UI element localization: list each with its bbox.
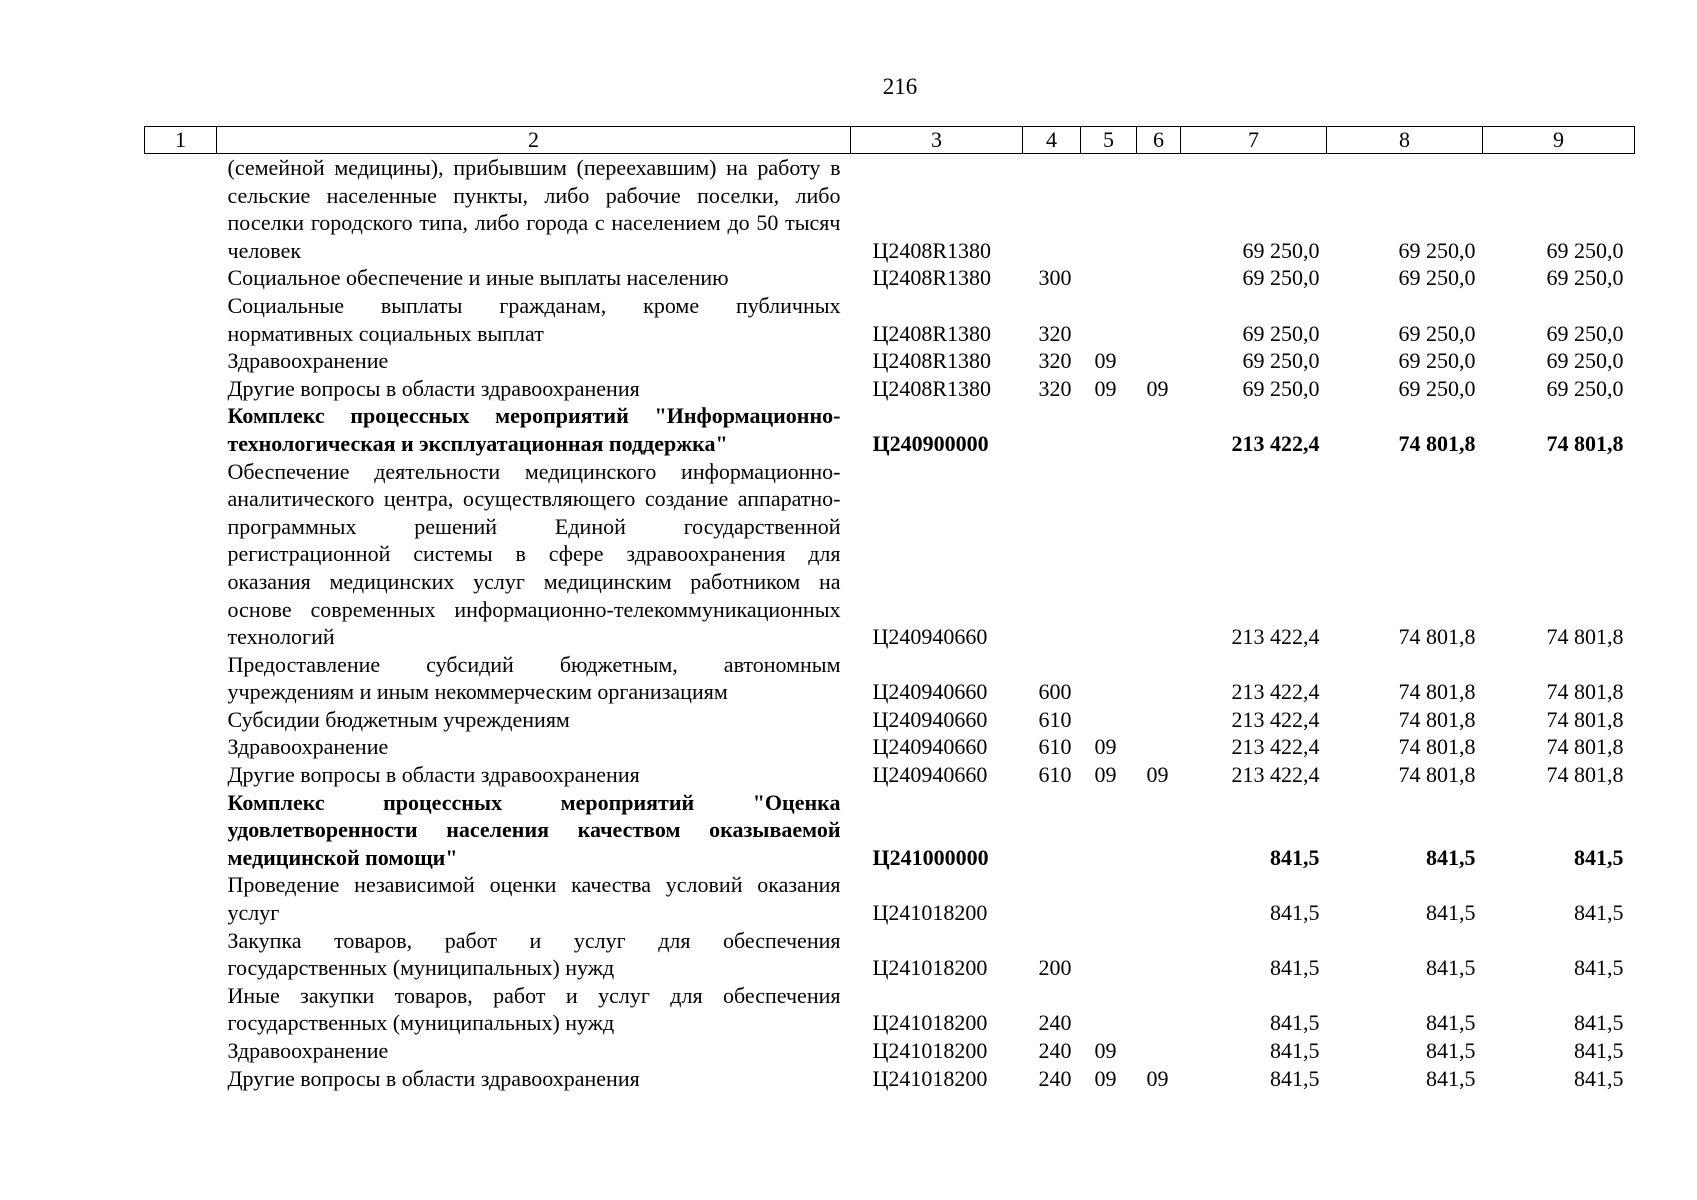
header-col-4: 4 — [1023, 127, 1081, 154]
row-amount-col8: 841,5 — [1426, 1010, 1476, 1036]
row-amount-col9: 841,5 — [1574, 1038, 1624, 1063]
header-col-9: 9 — [1483, 127, 1635, 154]
row-name: Проведение независимой оценки качества условий оказания услуг — [227, 872, 841, 926]
row-amount-col8: 69 250,0 — [1398, 237, 1476, 263]
row-name: Иные закупки товаров, работ и услуг для обеспечения государственных (муниципальных) нужд — [227, 982, 841, 1036]
row-amount-col9: 69 250,0 — [1546, 375, 1624, 401]
row-amount-col9: 841,5 — [1574, 844, 1624, 870]
row-amount-col7: 841,5 — [1270, 844, 1320, 870]
row-section — [1081, 458, 1137, 651]
row-subsection: 09 — [1146, 375, 1169, 401]
row-name: Субсидии бюджетным учреждениям — [227, 706, 570, 732]
row-subsection — [1137, 871, 1181, 926]
row-section — [1081, 789, 1137, 872]
row-section — [1081, 402, 1137, 457]
row-amount-col8: 69 250,0 — [1398, 265, 1476, 291]
table-row — [145, 292, 1635, 347]
row-section: 09 — [1094, 348, 1117, 374]
table-row — [145, 347, 1635, 375]
row-subsection: 09 — [1146, 1065, 1169, 1091]
row-expense-type — [1023, 458, 1081, 651]
page-number: 216 — [882, 74, 918, 99]
row-subsection — [1137, 1037, 1181, 1065]
row-name: Здравоохранение — [227, 348, 389, 374]
header-col-5: 5 — [1081, 127, 1137, 154]
row-subsection — [1137, 402, 1181, 457]
row-amount-col9: 74 801,8 — [1546, 624, 1624, 650]
row-section: 09 — [1094, 1065, 1117, 1091]
row-amount-col9: 74 801,8 — [1546, 734, 1624, 760]
table-body — [145, 154, 1635, 1093]
row-name: Здравоохранение — [227, 1038, 389, 1063]
row-name: Здравоохранение — [227, 734, 389, 760]
header-col-1: 1 — [145, 127, 217, 154]
row-number-cell — [145, 154, 217, 265]
row-name: Обеспечение деятельности медицинского информационно-аналитического центра, осуществляющего создание аппаратно-программных решений Единой государственной регистрационной системы в сфере здравоохранения для оказания медицинских услуг медицинским работником на основе современных информационно-телекоммуникационных технологий — [227, 458, 841, 650]
row-amount-col8: 841,5 — [1426, 900, 1476, 926]
row-amount-col7: 213 422,4 — [1231, 762, 1320, 788]
table-row — [145, 154, 1635, 265]
row-expense-type: 240 — [1038, 1010, 1072, 1036]
row-number-cell — [145, 458, 217, 651]
row-number-cell — [145, 1037, 217, 1065]
row-number-cell — [145, 651, 217, 706]
table-header — [145, 127, 1635, 154]
row-amount-col7: 69 250,0 — [1242, 265, 1320, 291]
header-col-2: 2 — [217, 127, 851, 154]
row-amount-col9: 74 801,8 — [1546, 679, 1624, 705]
row-code: Ц240940660 — [872, 706, 988, 732]
row-code: Ц2408R1380 — [872, 320, 992, 346]
row-expense-type: 300 — [1038, 265, 1072, 291]
row-name: Социальные выплаты гражданам, кроме публичных нормативных социальных выплат — [227, 292, 841, 346]
row-name: (семейной медицины), прибывшим (переехавшим) на работу в сельские населенные пункты, либо рабочие поселки, либо поселки городского типа, либо города с населением до 50 тысяч человек — [227, 155, 841, 263]
row-number-cell — [145, 402, 217, 457]
row-amount-col7: 841,5 — [1270, 955, 1320, 981]
row-subsection — [1137, 789, 1181, 872]
row-code: Ц240940660 — [872, 734, 988, 760]
row-amount-col9: 74 801,8 — [1546, 762, 1624, 788]
row-expense-type: 320 — [1038, 375, 1072, 401]
row-number-cell — [145, 982, 217, 1037]
row-section — [1081, 706, 1137, 734]
table-row — [145, 733, 1635, 761]
table-row — [145, 1065, 1635, 1093]
row-amount-col7: 841,5 — [1270, 1038, 1320, 1063]
row-amount-col7: 213 422,4 — [1231, 430, 1320, 456]
row-name: Другие вопросы в области здравоохранения — [227, 375, 640, 401]
table-row — [145, 706, 1635, 734]
row-amount-col9: 69 250,0 — [1546, 265, 1624, 291]
row-subsection — [1137, 458, 1181, 651]
row-name: Закупка товаров, работ и услуг для обеспечения государственных (муниципальных) нужд — [227, 927, 841, 981]
row-amount-col8: 74 801,8 — [1398, 624, 1476, 650]
table-row — [145, 789, 1635, 872]
row-amount-col8: 69 250,0 — [1398, 320, 1476, 346]
row-section: 09 — [1094, 762, 1117, 788]
row-subsection — [1137, 292, 1181, 347]
row-code: Ц2408R1380 — [872, 265, 992, 291]
row-expense-type: 610 — [1038, 762, 1072, 788]
table-row — [145, 651, 1635, 706]
row-amount-col8: 74 801,8 — [1398, 762, 1476, 788]
row-section — [1081, 871, 1137, 926]
row-expense-type — [1023, 154, 1081, 265]
header-col-8: 8 — [1327, 127, 1483, 154]
row-code: Ц240900000 — [872, 430, 989, 456]
row-amount-col8: 74 801,8 — [1398, 679, 1476, 705]
row-amount-col9: 69 250,0 — [1546, 237, 1624, 263]
row-amount-col7: 213 422,4 — [1231, 624, 1320, 650]
row-section — [1081, 927, 1137, 982]
row-number-cell — [145, 789, 217, 872]
row-subsection — [1137, 651, 1181, 706]
row-name: Другие вопросы в области здравоохранения — [227, 1065, 640, 1091]
row-code: Ц241018200 — [872, 1010, 988, 1036]
row-number-cell — [145, 871, 217, 926]
row-amount-col8: 74 801,8 — [1398, 706, 1476, 732]
row-subsection — [1137, 264, 1181, 292]
row-expense-type: 320 — [1038, 320, 1072, 346]
row-amount-col9: 69 250,0 — [1546, 348, 1624, 374]
row-number-cell — [145, 375, 217, 403]
table-row — [145, 402, 1635, 457]
header-col-6: 6 — [1137, 127, 1181, 154]
row-name: Социальное обеспечение и иные выплаты населению — [227, 265, 729, 291]
row-subsection — [1137, 982, 1181, 1037]
row-name: Комплекс процессных мероприятий "Информационно-технологическая и эксплуатационная поддержка" — [227, 403, 841, 456]
row-section — [1081, 292, 1137, 347]
row-name: Другие вопросы в области здравоохранения — [227, 762, 640, 788]
row-amount-col7: 841,5 — [1270, 900, 1320, 926]
row-amount-col9: 841,5 — [1574, 955, 1624, 981]
row-amount-col7: 69 250,0 — [1242, 348, 1320, 374]
row-amount-col8: 841,5 — [1426, 955, 1476, 981]
row-amount-col9: 69 250,0 — [1546, 320, 1624, 346]
row-section — [1081, 982, 1137, 1037]
row-section: 09 — [1094, 734, 1117, 760]
row-amount-col9: 841,5 — [1574, 1065, 1624, 1091]
row-expense-type — [1023, 789, 1081, 872]
row-expense-type: 610 — [1038, 706, 1072, 732]
row-number-cell — [145, 706, 217, 734]
row-code: Ц2408R1380 — [872, 375, 992, 401]
header-col-3: 3 — [851, 127, 1023, 154]
table-row — [145, 458, 1635, 651]
row-amount-col7: 213 422,4 — [1231, 706, 1320, 732]
row-code: Ц241018200 — [872, 1038, 988, 1063]
row-code: Ц2408R1380 — [872, 237, 992, 263]
row-section — [1081, 264, 1137, 292]
row-section: 09 — [1094, 375, 1117, 401]
row-code: Ц241018200 — [872, 1065, 988, 1091]
row-code: Ц241018200 — [872, 955, 988, 981]
row-expense-type: 320 — [1038, 348, 1072, 374]
row-code: Ц240940660 — [872, 762, 988, 788]
budget-table — [144, 126, 1635, 1092]
row-amount-col7: 213 422,4 — [1231, 679, 1320, 705]
row-number-cell — [145, 1065, 217, 1093]
row-amount-col9: 74 801,8 — [1546, 430, 1624, 456]
row-amount-col9: 74 801,8 — [1546, 706, 1624, 732]
row-amount-col7: 69 250,0 — [1242, 320, 1320, 346]
row-expense-type — [1023, 871, 1081, 926]
header-col-7: 7 — [1181, 127, 1327, 154]
row-expense-type: 240 — [1038, 1038, 1072, 1063]
row-amount-col8: 74 801,8 — [1398, 430, 1476, 456]
row-expense-type: 240 — [1038, 1065, 1072, 1091]
row-amount-col9: 841,5 — [1574, 900, 1624, 926]
table-row — [145, 927, 1635, 982]
row-subsection — [1137, 927, 1181, 982]
row-subsection — [1137, 347, 1181, 375]
row-amount-col8: 69 250,0 — [1398, 375, 1476, 401]
row-name: Комплекс процессных мероприятий "Оценка удовлетворенности населения качеством оказываемой медицинской помощи" — [227, 789, 841, 870]
table-row — [145, 375, 1635, 403]
table-row — [145, 761, 1635, 789]
row-amount-col8: 74 801,8 — [1398, 734, 1476, 760]
row-code: Ц2408R1380 — [872, 348, 992, 374]
row-amount-col7: 213 422,4 — [1231, 734, 1320, 760]
row-number-cell — [145, 292, 217, 347]
row-section — [1081, 154, 1137, 265]
row-subsection — [1137, 733, 1181, 761]
row-number-cell — [145, 927, 217, 982]
row-section — [1081, 651, 1137, 706]
row-code: Ц241000000 — [872, 844, 989, 870]
row-expense-type: 200 — [1038, 955, 1072, 981]
row-subsection — [1137, 706, 1181, 734]
row-amount-col7: 69 250,0 — [1242, 375, 1320, 401]
row-code: Ц241018200 — [872, 900, 988, 926]
row-amount-col7: 841,5 — [1270, 1065, 1320, 1091]
row-subsection: 09 — [1146, 762, 1169, 788]
row-code: Ц240940660 — [872, 679, 988, 705]
row-name: Предоставление субсидий бюджетным, автономным учреждениям и иным некоммерческим организациям — [227, 651, 841, 705]
row-amount-col8: 841,5 — [1426, 1065, 1476, 1091]
row-expense-type — [1023, 402, 1081, 457]
table-row — [145, 264, 1635, 292]
row-amount-col7: 841,5 — [1270, 1010, 1320, 1036]
row-section: 09 — [1094, 1038, 1117, 1063]
row-amount-col9: 841,5 — [1574, 1010, 1624, 1036]
table-row — [145, 1037, 1635, 1065]
row-expense-type: 610 — [1038, 734, 1072, 760]
row-code: Ц240940660 — [872, 624, 988, 650]
row-number-cell — [145, 347, 217, 375]
budget-table-container — [144, 126, 1634, 1092]
row-amount-col8: 841,5 — [1426, 1038, 1476, 1063]
row-amount-col7: 69 250,0 — [1242, 237, 1320, 263]
row-amount-col8: 841,5 — [1426, 844, 1476, 870]
row-number-cell — [145, 264, 217, 292]
header-row — [145, 127, 1635, 154]
row-expense-type: 600 — [1038, 679, 1072, 705]
table-row — [145, 982, 1635, 1037]
row-number-cell — [145, 761, 217, 789]
table-row — [145, 871, 1635, 926]
row-subsection — [1137, 154, 1181, 265]
row-number-cell — [145, 733, 217, 761]
row-amount-col8: 69 250,0 — [1398, 348, 1476, 374]
